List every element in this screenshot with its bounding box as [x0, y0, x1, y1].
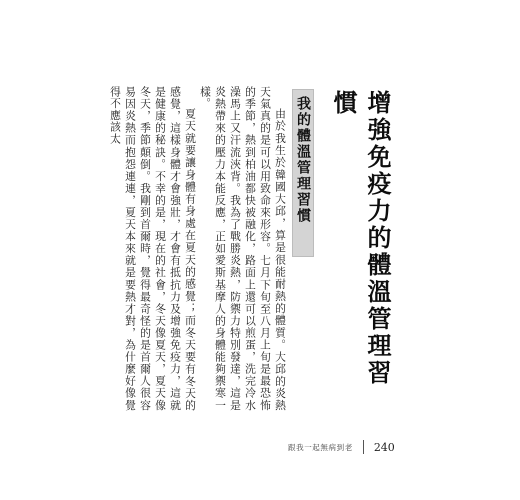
running-head: 跟我一起無病到老 — [288, 442, 353, 452]
page-footer — [288, 437, 395, 457]
footer-divider — [363, 440, 364, 454]
page-number: 240 — [373, 440, 395, 454]
body-text — [92, 86, 288, 411]
paragraph: 夏天就要讓身體有身處在夏天的感覺；而冬天要有冬天的感覺，這樣身體才會強壯，才會有抵抗力及增強免疫力，這就是健康的秘訣。不幸的是，現在的社會，冬天像夏天，夏天像冬天，季節顛倒。我剛到首爾時，覺得最奇怪的是首爾人很容易因炎熱而抱怨連連，夏天本來就是要熱才對，為什麼好像覺得不應該太 — [109, 86, 197, 411]
chapter-title: 增強免疫力的體溫管理習慣 — [329, 90, 391, 387]
book-page — [92, 86, 406, 416]
paragraph: 由於我生於韓國大邱，算是很能耐熱的體質。大邱的炎熱天氣真的是可以用致命來形容。七月下旬至八月上旬是最恐怖的季節，熱到柏油都快被融化，路面上還可以煎蛋，洗完冷水澡馬上又汗流浹背。我為了戰勝炎熱，防禦力特別發達，這是炎熱帶來的壓力本能反應，正如愛斯基摩人的身體能夠禦寒一樣。 — [199, 86, 287, 411]
section-heading: 我的體溫管理習慣 — [292, 89, 314, 257]
